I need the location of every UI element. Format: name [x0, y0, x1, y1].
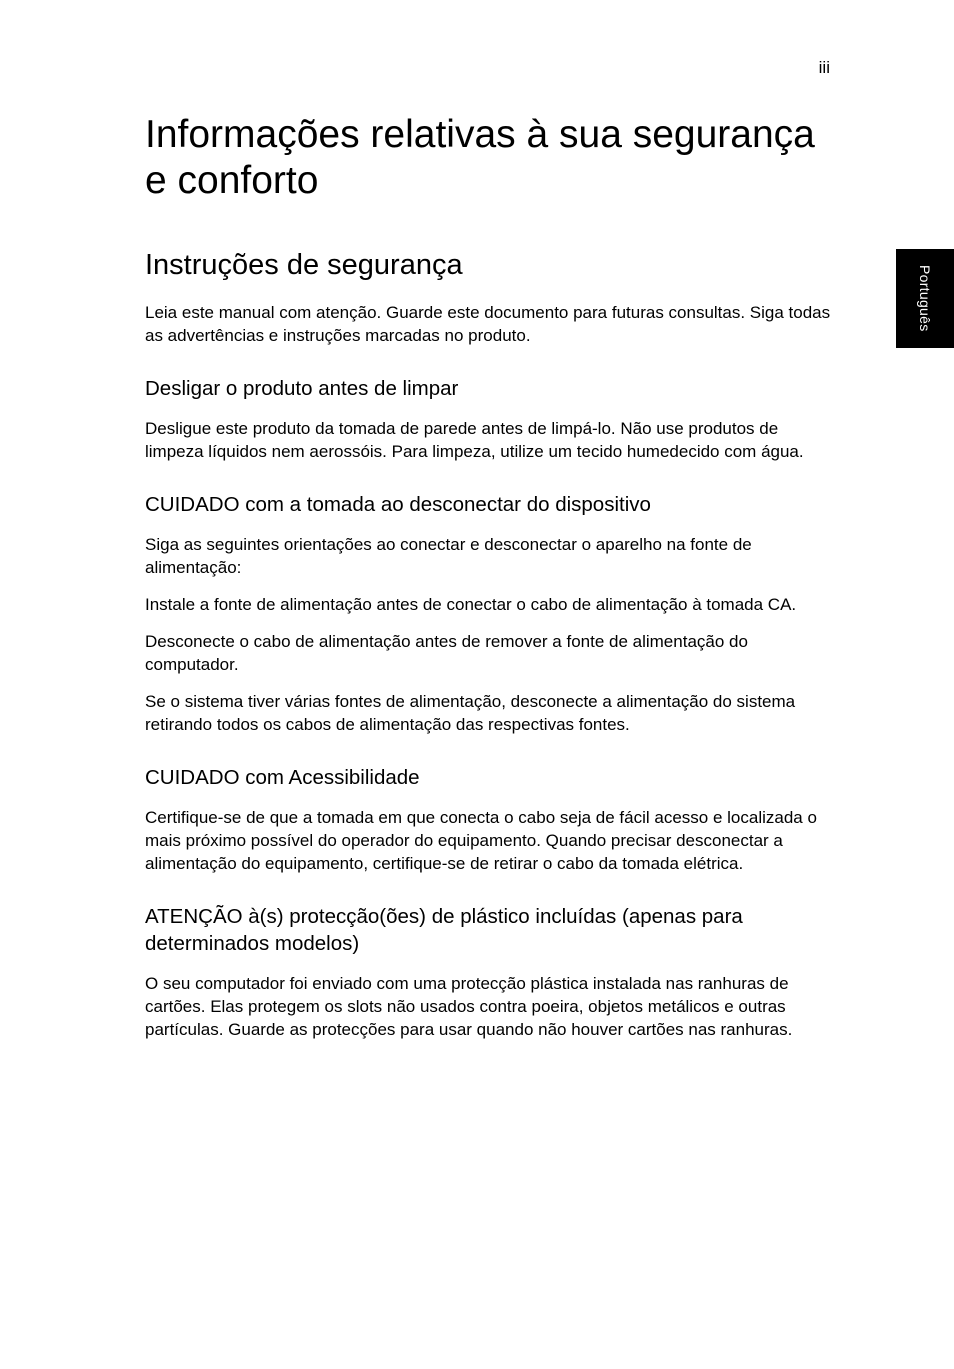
section-cleaning — [145, 375, 835, 463]
section-accessibility — [145, 764, 835, 875]
section-paragraph: Certifique-se de que a tomada em que conecta o cabo seja de fácil acesso e localizada o mais próximo possível do operador do equipamento. Quando precisar desconectar a alimentação do equipamento, certifique-se de retirar o cabo da tomada elétrica. — [145, 808, 817, 873]
page-content — [145, 112, 835, 1041]
intro-paragraph: Leia este manual com atenção. Guarde este documento para futuras consultas. Siga todas as advertências e instruções marcadas no produto. — [145, 303, 831, 345]
section-heading: ATENÇÃO à(s) protecção(ões) de plástico incluídas (apenas para determinados modelos) — [145, 905, 743, 955]
section-plug-caution — [145, 491, 835, 736]
section-paragraph: O seu computador foi enviado com uma protecção plástica instalada nas ranhuras de cartões. Elas protegem os slots não usados contra poeira, objetos metálicos e outras partículas. Guarde as protecções para usar quando não houver cartões nas ranhuras. — [145, 974, 793, 1039]
section-paragraph: Desligue este produto da tomada de parede antes de limpá-lo. Não use produtos de limpeza líquidos nem aerossóis. Para limpeza, utilize um tecido humedecido com água. — [145, 419, 804, 461]
section-heading: CUIDADO com Acessibilidade — [145, 766, 420, 789]
language-tab — [896, 249, 954, 348]
section-paragraph: Siga as seguintes orientações ao conectar e desconectar o aparelho na fonte de alimentação: — [145, 535, 752, 577]
section-paragraph: Desconecte o cabo de alimentação antes de remover a fonte de alimentação do computador. — [145, 632, 748, 674]
section-paragraph: Instale a fonte de alimentação antes de conectar o cabo de alimentação à tomada CA. — [145, 595, 797, 614]
page-title: Informações relativas à sua segurança e conforto — [145, 113, 815, 202]
page-number: iii — [818, 58, 830, 77]
language-tab-label: Português — [917, 265, 933, 332]
section-paragraph: Se o sistema tiver várias fontes de alimentação, desconecte a alimentação do sistema retirando todos os cabos de alimentação das respectivas fontes. — [145, 692, 796, 734]
section-plastic-protection — [145, 903, 835, 1041]
section-title: Instruções de segurança — [145, 249, 463, 281]
section-heading: Desligar o produto antes de limpar — [145, 377, 459, 400]
section-heading: CUIDADO com a tomada ao desconectar do dispositivo — [145, 493, 651, 516]
